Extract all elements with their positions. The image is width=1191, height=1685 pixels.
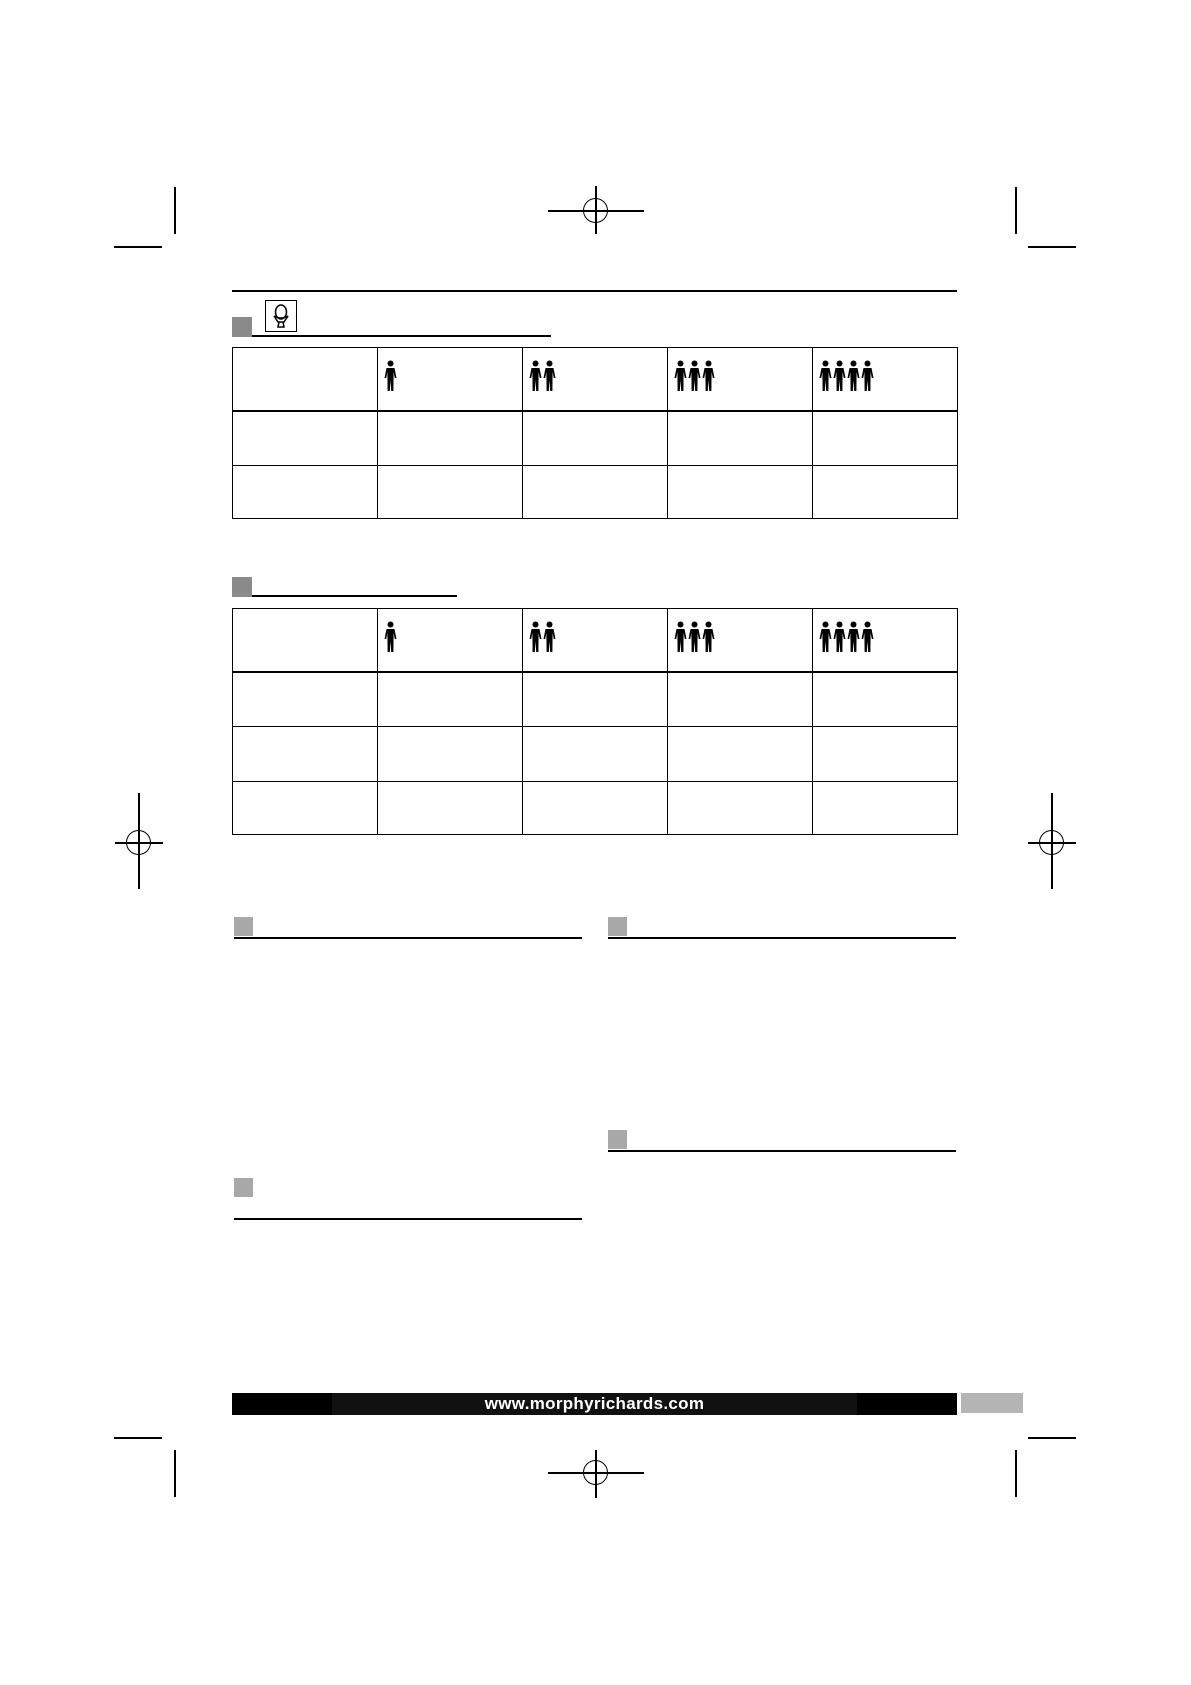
table-cell: [523, 727, 668, 782]
person-icon: [861, 360, 874, 392]
section-marker-4: [608, 917, 627, 936]
cooking-table-1: [232, 347, 958, 519]
crop-mark-top-left-vertical: [174, 187, 176, 234]
table-header-row: [233, 348, 958, 411]
section-6-rule: [608, 1150, 956, 1152]
table-cell: [813, 727, 958, 782]
crop-mark-bottom-right-vertical: [1015, 1450, 1017, 1497]
header-cell-4-people: [813, 609, 958, 672]
person-icon: [847, 621, 860, 653]
crop-mark-bottom-left-vertical: [174, 1450, 176, 1497]
table-cell: [813, 411, 958, 466]
header-cell-2-people: [523, 609, 668, 672]
person-icon: [384, 360, 397, 392]
header-cell-1-person: [378, 609, 523, 672]
header-cell-label: [233, 609, 378, 672]
person-icon: [543, 360, 556, 392]
crop-mark-bottom-left-horizontal: [114, 1437, 162, 1439]
cooking-table-2: [232, 608, 958, 835]
table-cell: [668, 782, 813, 835]
person-icon: [529, 360, 542, 392]
header-cell-3-people: [668, 348, 813, 411]
footer-url-link[interactable]: www.morphyrichards.com: [484, 1394, 705, 1413]
table-cell: [523, 782, 668, 835]
table-row: [233, 672, 958, 727]
section-marker-6: [608, 1130, 627, 1149]
header-cell-1-person: [378, 348, 523, 411]
table-cell: [813, 466, 958, 519]
header-cell-4-people: [813, 348, 958, 411]
table-cell: [668, 727, 813, 782]
person-icon: [529, 621, 542, 653]
section-4-rule: [608, 937, 956, 939]
person-icon: [819, 621, 832, 653]
table-cell: [668, 411, 813, 466]
person-icon: [702, 360, 715, 392]
table-cell: [233, 672, 378, 727]
table-cell: [813, 782, 958, 835]
table-cell: [378, 727, 523, 782]
table-cell: [233, 411, 378, 466]
crop-mark-top-right-vertical: [1015, 187, 1017, 234]
person-icon: [833, 360, 846, 392]
person-icon: [674, 621, 687, 653]
table-row: [233, 782, 958, 835]
table-cell: [668, 466, 813, 519]
table-cell: [523, 672, 668, 727]
table-row: [233, 411, 958, 466]
table-cell: [233, 727, 378, 782]
table-cell: [668, 672, 813, 727]
person-icon: [861, 621, 874, 653]
page-top-rule: [232, 290, 957, 292]
section-1-rule: [252, 335, 551, 337]
table-row: [233, 466, 958, 519]
person-icon: [819, 360, 832, 392]
person-icon: [384, 621, 397, 653]
section-2-rule: [252, 595, 457, 597]
section-marker-1: [232, 317, 252, 337]
header-cell-3-people: [668, 609, 813, 672]
crop-mark-bottom-right-horizontal: [1028, 1437, 1076, 1439]
person-icon: [688, 621, 701, 653]
person-icon: [674, 360, 687, 392]
egg-cup-icon: [265, 300, 297, 332]
section-5-rule: [234, 1218, 582, 1220]
page-number-tab: [961, 1393, 1023, 1413]
section-marker-2: [232, 577, 252, 597]
person-icon: [543, 621, 556, 653]
table-cell: [523, 411, 668, 466]
section-marker-5: [234, 1178, 253, 1197]
table-cell: [378, 782, 523, 835]
person-icon: [833, 621, 846, 653]
table-row: [233, 727, 958, 782]
person-icon: [847, 360, 860, 392]
table-cell: [378, 466, 523, 519]
header-cell-2-people: [523, 348, 668, 411]
section-marker-3: [234, 917, 253, 936]
person-icon: [702, 621, 715, 653]
table-cell: [378, 672, 523, 727]
table-cell: [233, 782, 378, 835]
crop-mark-top-right-horizontal: [1028, 246, 1076, 248]
table-cell: [233, 466, 378, 519]
footer-bar: [232, 1393, 957, 1415]
header-cell-label: [233, 348, 378, 411]
table-header-row: [233, 609, 958, 672]
crop-mark-top-left-horizontal: [114, 246, 162, 248]
person-icon: [688, 360, 701, 392]
table-cell: [813, 672, 958, 727]
section-3-rule: [234, 937, 582, 939]
table-cell: [378, 411, 523, 466]
table-cell: [523, 466, 668, 519]
